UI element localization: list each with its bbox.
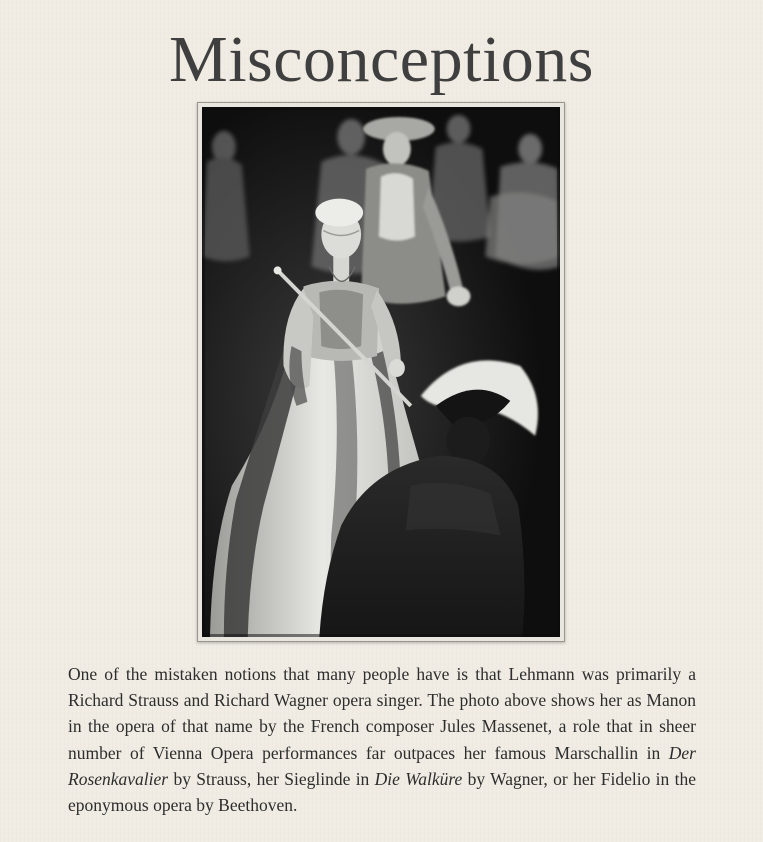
photo-frame (197, 102, 565, 642)
opera-title-rosenkavalier: Der Rosenkavalier (68, 742, 696, 789)
caption-text-2: by Strauss, her Sieglinde in (168, 768, 375, 789)
caption-paragraph (68, 661, 696, 818)
opera-title-walkure: Die Walküre (374, 768, 463, 789)
caption-text-1: One of the mistaken notions that many people have is that Lehmann was primarily a Richard Strauss and Richard Wagner opera singer. The photo above shows her as Manon in the opera of that name by the French composer Jules Massenet, a role that in sheer number of Vienna Opera performances far outpaces her famous Marschallin in (68, 664, 696, 763)
stage-photo (202, 107, 560, 637)
page-title: Misconceptions (169, 23, 594, 96)
caption-text-3: by Wagner, or her Fidelio in the eponymous opera by Beethoven. (68, 768, 697, 816)
